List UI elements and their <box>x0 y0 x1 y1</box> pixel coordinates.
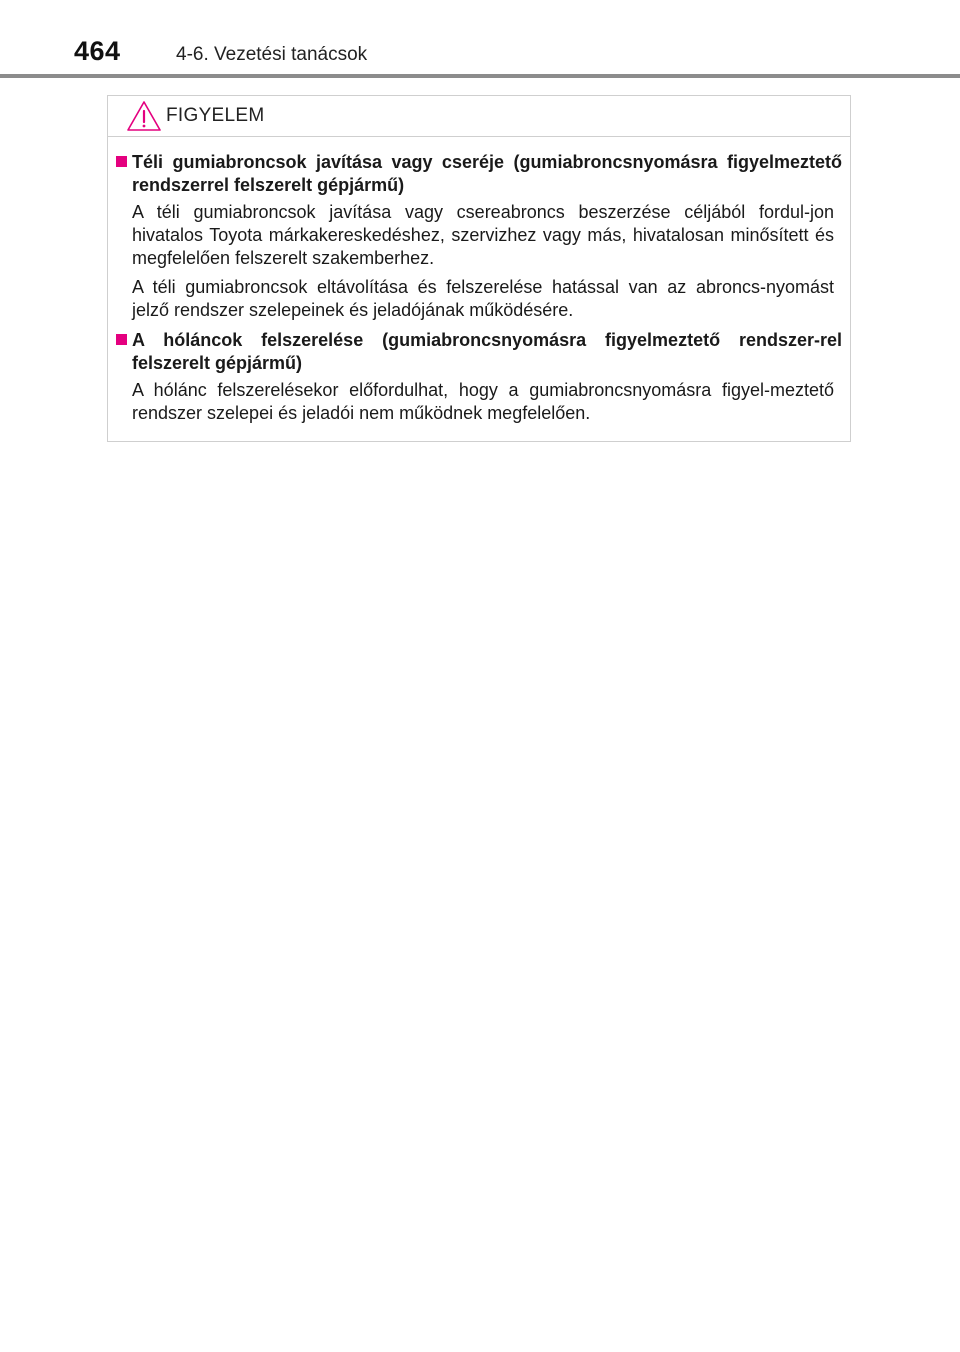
item-paragraph: A téli gumiabroncsok javítása vagy csereabroncs beszerzése céljából fordul-jon hivatalos Toyota márkakereskedéshez, szervizhez vagy más, hivatalosan minősített és megfelelően felszerelt szakemberhez. <box>132 202 834 268</box>
item-paragraph: A hólánc felszerelésekor előfordulhat, hogy a gumiabroncsnyomásra figyel-meztető rendszer szelepei és jeladói nem működnek megfelelően. <box>132 380 834 423</box>
warning-item <box>108 151 850 322</box>
warning-title: FIGYELEM <box>166 105 265 126</box>
warning-body <box>108 151 850 432</box>
item-heading: Téli gumiabroncsok javítása vagy cseréje (gumiabroncsnyomásra figyelmeztető rendszerrel felszerelt gépjármű) <box>132 152 842 195</box>
page-number: 464 <box>74 36 121 66</box>
item-paragraph: A téli gumiabroncsok eltávolítása és felszerelése hatással van az abroncs-nyomást jelző rendszer szelepeinek és jeladójának működésére. <box>132 277 834 320</box>
warning-triangle-icon <box>126 100 162 132</box>
item-heading: A hóláncok felszerelése (gumiabroncsnyomásra figyelmeztető rendszer-rel felszerelt gépjármű) <box>132 330 842 373</box>
header-rule <box>0 74 960 78</box>
section-title: 4-6. Vezetési tanácsok <box>176 44 368 65</box>
page-header <box>0 0 960 80</box>
square-bullet-icon <box>116 156 127 167</box>
warning-item <box>108 329 850 425</box>
square-bullet-icon <box>116 334 127 345</box>
warning-header <box>108 96 850 137</box>
warning-box <box>107 95 851 442</box>
